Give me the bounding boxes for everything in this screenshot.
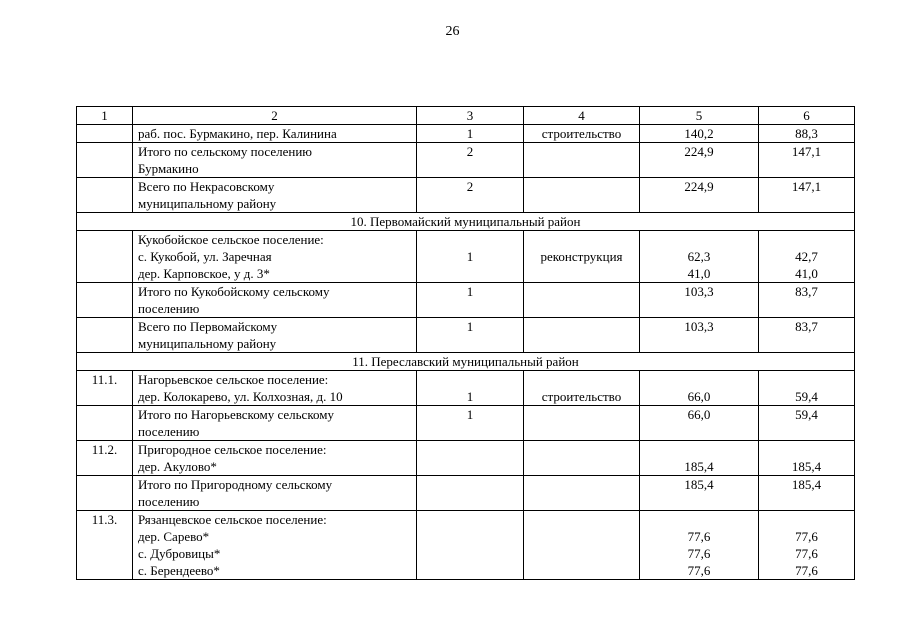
value-col6: [759, 283, 855, 318]
row-name-line: с. Дубровицы*: [138, 546, 221, 561]
work-type-line: [526, 265, 637, 282]
object-count-line: [419, 545, 521, 562]
object-count: [417, 511, 524, 580]
section-title: 11. Переславский муниципальный район: [77, 353, 855, 371]
value-col6-line: [761, 511, 852, 528]
object-count: [417, 231, 524, 283]
object-count: [417, 406, 524, 441]
object-count: [417, 143, 524, 178]
value-col5-line: [642, 231, 756, 248]
table-row: [77, 318, 855, 353]
value-col5: [640, 476, 759, 511]
row-name: [133, 511, 417, 580]
row-name-line: муниципальному району: [138, 336, 277, 351]
value-col6: [759, 511, 855, 580]
row-name: [133, 283, 417, 318]
value-col5: [640, 371, 759, 406]
value-col6-line: 147,1: [791, 179, 822, 194]
table-row: [77, 476, 855, 511]
work-type: [524, 318, 640, 353]
value-col6: [759, 318, 855, 353]
object-count: [417, 283, 524, 318]
value-col5-line: 77,6: [687, 546, 711, 561]
section-row: [77, 213, 855, 231]
work-type-line: [526, 545, 637, 562]
work-type: [524, 441, 640, 476]
table-row: [77, 231, 855, 283]
work-type-line: строительство: [541, 126, 622, 141]
row-name-line: поселению: [138, 424, 200, 439]
object-count-line: 2: [466, 179, 474, 194]
work-type-line: [526, 143, 637, 160]
row-name-line: поселению: [138, 301, 200, 316]
value-col6: [759, 441, 855, 476]
table-row: [77, 143, 855, 178]
row-number: [77, 406, 133, 441]
value-col6-line: 41,0: [795, 266, 818, 281]
object-count-line: [419, 265, 521, 282]
value-col5-line: 77,6: [687, 529, 711, 544]
value-col5-line: 140,2: [684, 126, 714, 141]
row-name: [133, 178, 417, 213]
section-row: [77, 353, 855, 371]
row-name-line: Пригородное сельское поселение:: [138, 442, 327, 457]
row-name: [133, 231, 417, 283]
object-count: [417, 125, 524, 143]
row-name-line: Итого по Кукобойскому сельскому: [138, 284, 330, 299]
object-count-line: [419, 441, 521, 458]
header-cell: 4: [524, 107, 640, 125]
value-col5-line: 103,3: [684, 284, 714, 299]
value-col6-line: 83,7: [795, 319, 818, 334]
value-col5-line: 224,9: [684, 144, 714, 159]
value-col5: [640, 511, 759, 580]
row-name-line: раб. пос. Бурмакино, пер. Калинина: [138, 126, 337, 141]
row-name: [133, 125, 417, 143]
budget-table: [76, 106, 855, 580]
work-type-line: [526, 178, 637, 195]
work-type: [524, 231, 640, 283]
row-name-line: с. Берендеево*: [138, 563, 220, 578]
object-count-line: [419, 528, 521, 545]
value-col5-line: 41,0: [687, 266, 711, 281]
object-count-line: 2: [466, 144, 474, 159]
object-count: [417, 441, 524, 476]
value-col5: [640, 318, 759, 353]
value-col6-line: [761, 371, 852, 388]
row-name-line: дер. Колокарево, ул. Колхозная, д. 10: [138, 389, 343, 404]
row-name-line: с. Кукобой, ул. Заречная: [138, 249, 272, 264]
row-name-line: Рязанцевское сельское поселение:: [138, 512, 327, 527]
row-number: [77, 125, 133, 143]
object-count: [417, 318, 524, 353]
row-name: [133, 318, 417, 353]
header-cell: 1: [77, 107, 133, 125]
value-col6-line: 59,4: [795, 389, 818, 404]
row-name: [133, 143, 417, 178]
row-name-line: муниципальному району: [138, 196, 277, 211]
value-col6: [759, 231, 855, 283]
object-count-line: 1: [466, 319, 474, 334]
page-number: 26: [445, 24, 460, 39]
row-name-line: Итого по Пригородному сельскому: [138, 477, 333, 492]
row-number: [77, 231, 133, 283]
row-name-line: дер. Акулово*: [138, 459, 217, 474]
work-type-line: [526, 458, 637, 475]
object-count-line: 1: [466, 126, 474, 141]
object-count-line: [419, 511, 521, 528]
value-col5-line: 62,3: [687, 249, 711, 264]
header-cell: 2: [133, 107, 417, 125]
row-name-line: дер. Сарево*: [138, 529, 210, 544]
work-type: [524, 143, 640, 178]
table-row: [77, 511, 855, 580]
work-type-line: [526, 283, 637, 300]
value-col6-line: 77,6: [795, 546, 818, 561]
work-type-line: [526, 562, 637, 579]
row-number: [77, 476, 133, 511]
row-name-line: Всего по Первомайскому: [138, 319, 278, 334]
object-count-line: 1: [466, 284, 474, 299]
object-count-line: [419, 371, 521, 388]
work-type: [524, 511, 640, 580]
work-type-line: [526, 441, 637, 458]
value-col6-line: 77,6: [795, 529, 818, 544]
value-col5: [640, 441, 759, 476]
work-type-line: строительство: [541, 389, 622, 404]
table-row: [77, 371, 855, 406]
object-count-line: 1: [466, 389, 474, 404]
value-col6-line: 185,4: [791, 459, 822, 474]
value-col5-line: 66,0: [687, 389, 711, 404]
row-number: 11.2.: [77, 441, 133, 476]
value-col6: [759, 143, 855, 178]
table-row: [77, 406, 855, 441]
work-type: [524, 125, 640, 143]
value-col5-line: 77,6: [687, 563, 711, 578]
work-type: [524, 476, 640, 511]
object-count-line: [419, 476, 521, 493]
section-title: 10. Первомайский муниципальный район: [77, 213, 855, 231]
row-name-line: Итого по Нагорьевскому сельскому: [138, 407, 334, 422]
work-type-line: [526, 406, 637, 423]
value-col5-line: 103,3: [684, 319, 714, 334]
value-col5: [640, 406, 759, 441]
value-col6: [759, 371, 855, 406]
value-col5: [640, 283, 759, 318]
value-col6-line: 147,1: [791, 144, 822, 159]
value-col6-line: 59,4: [795, 407, 818, 422]
value-col6: [759, 476, 855, 511]
work-type-line: [526, 476, 637, 493]
value-col6-line: 77,6: [795, 563, 818, 578]
row-name: [133, 441, 417, 476]
value-col6: [759, 406, 855, 441]
object-count: [417, 178, 524, 213]
value-col5: [640, 143, 759, 178]
header-cell: 3: [417, 107, 524, 125]
row-name: [133, 371, 417, 406]
row-name: [133, 406, 417, 441]
value-col5-line: 185,4: [684, 459, 714, 474]
value-col5-line: [642, 371, 756, 388]
value-col6-line: [761, 441, 852, 458]
table-row: [77, 125, 855, 143]
work-type-line: реконструкция: [540, 249, 623, 264]
value-col5-line: [642, 441, 756, 458]
work-type-line: [526, 318, 637, 335]
work-type: [524, 371, 640, 406]
row-number: [77, 143, 133, 178]
row-number: 11.3.: [77, 511, 133, 580]
object-count-line: 1: [466, 407, 474, 422]
object-count: [417, 371, 524, 406]
row-name-line: поселению: [138, 494, 200, 509]
value-col5: [640, 125, 759, 143]
table-row: [77, 283, 855, 318]
object-count: [417, 476, 524, 511]
work-type-line: [526, 528, 637, 545]
row-number: [77, 318, 133, 353]
object-count-line: [419, 562, 521, 579]
value-col6: [759, 178, 855, 213]
row-number: 11.1.: [77, 371, 133, 406]
value-col5-line: 224,9: [684, 179, 714, 194]
work-type: [524, 178, 640, 213]
object-count-line: [419, 231, 521, 248]
value-col5-line: 185,4: [684, 477, 714, 492]
work-type: [524, 283, 640, 318]
row-name-line: Нагорьевское сельское поселение:: [138, 372, 329, 387]
row-name: [133, 476, 417, 511]
row-name-line: Всего по Некрасовскому: [138, 179, 275, 194]
value-col5: [640, 231, 759, 283]
work-type-line: [526, 511, 637, 528]
table-row: [77, 441, 855, 476]
header-cell: 5: [640, 107, 759, 125]
work-type: [524, 406, 640, 441]
object-count-line: 1: [466, 249, 474, 264]
value-col6-line: [761, 231, 852, 248]
row-number: [77, 283, 133, 318]
row-number: [77, 178, 133, 213]
row-name-line: Итого по сельскому поселению: [138, 144, 312, 159]
table-row: [77, 178, 855, 213]
value-col5-line: 66,0: [687, 407, 711, 422]
value-col6-line: 185,4: [791, 477, 822, 492]
work-type-line: [526, 231, 637, 248]
work-type-line: [526, 371, 637, 388]
value-col6-line: 88,3: [795, 126, 818, 141]
value-col5-line: [642, 511, 756, 528]
value-col6: [759, 125, 855, 143]
row-name-line: дер. Карповское, у д. 3*: [138, 266, 270, 281]
value-col6-line: 42,7: [795, 249, 818, 264]
object-count-line: [419, 458, 521, 475]
row-name-line: Бурмакино: [138, 161, 199, 176]
value-col5: [640, 178, 759, 213]
row-name-line: Кукобойское сельское поселение:: [138, 232, 324, 247]
header-cell: 6: [759, 107, 855, 125]
table-header-row: [77, 107, 855, 125]
value-col6-line: 83,7: [795, 284, 818, 299]
